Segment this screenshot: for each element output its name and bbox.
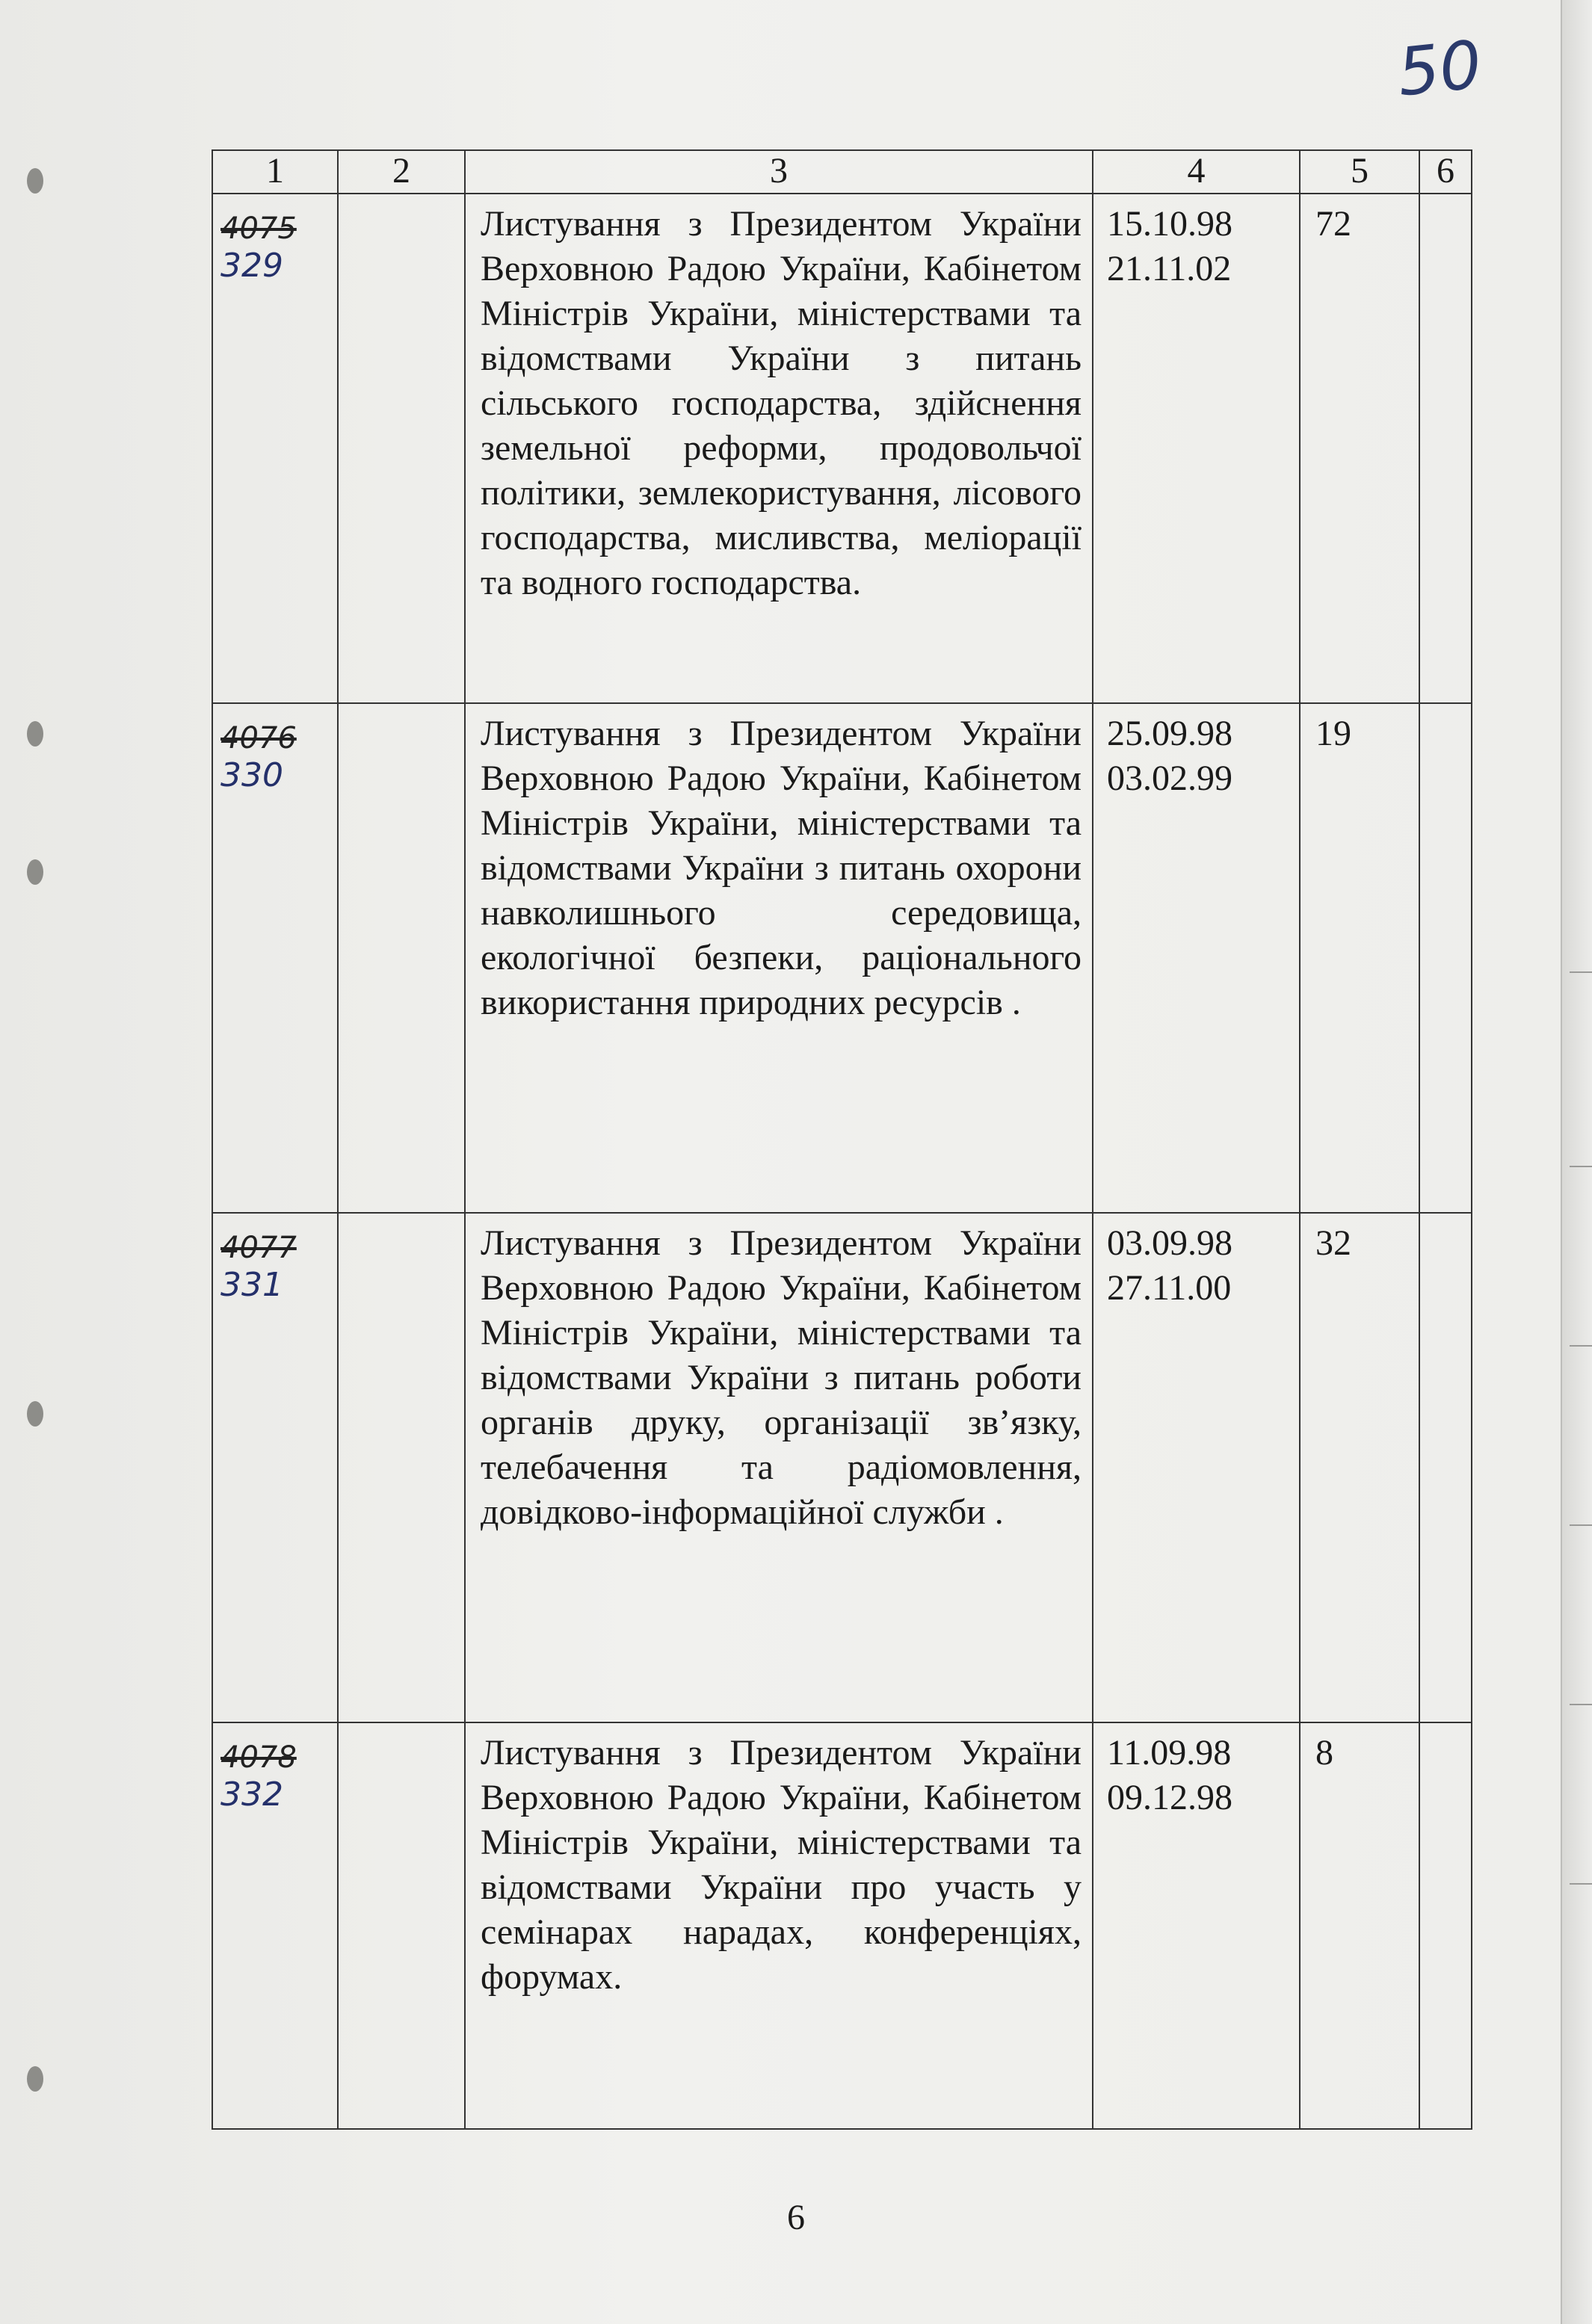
header-cell: 2 bbox=[338, 150, 465, 194]
end-date: 27.11.00 bbox=[1107, 1268, 1232, 1308]
sheet-count: 32 bbox=[1300, 1213, 1419, 1722]
end-date: 09.12.98 bbox=[1107, 1778, 1232, 1817]
start-date: 25.09.98 bbox=[1107, 714, 1232, 753]
punch-hole bbox=[27, 168, 43, 194]
punch-hole bbox=[27, 859, 43, 885]
punch-hole bbox=[27, 2066, 43, 2092]
start-date: 03.09.98 bbox=[1107, 1223, 1232, 1263]
case-title: Листування з Президентом України Верховною Радою України, Кабінетом Міністрів України, міністерствами та відомствами України про участь у семінарах нарадах, конференціях, форумах. bbox=[481, 1733, 1082, 1997]
notes-cell bbox=[1419, 1722, 1472, 2129]
register-table bbox=[212, 149, 1472, 2130]
table-row bbox=[212, 194, 1472, 703]
case-number-cell bbox=[212, 1722, 338, 2129]
case-title: Листування з Президентом України Верховною Радою України, Кабінетом Міністрів України, міністерствами та відомствами України з питань сільського господарства, здійснення земельної реформи, продовольчої політики, землекористування, лісового господарства, мисливства, меліорації та водного господарства. bbox=[481, 204, 1082, 602]
new-case-number: 331 bbox=[220, 1266, 283, 1304]
header-cell: 4 bbox=[1093, 150, 1300, 194]
table-row bbox=[212, 703, 1472, 1213]
index-cell bbox=[338, 1722, 465, 2129]
new-case-number: 329 bbox=[220, 247, 283, 285]
dates-cell bbox=[1093, 194, 1300, 703]
dates-cell bbox=[1093, 1213, 1300, 1722]
notes-cell bbox=[1419, 194, 1472, 703]
old-case-number: 4078 bbox=[220, 1740, 297, 1775]
end-date: 21.11.02 bbox=[1107, 249, 1232, 288]
edge-tick bbox=[1570, 1166, 1592, 1167]
dates-cell bbox=[1093, 703, 1300, 1213]
old-case-number: 4076 bbox=[220, 721, 297, 755]
title-cell bbox=[465, 703, 1093, 1213]
edge-tick bbox=[1570, 971, 1592, 973]
header-cell: 6 bbox=[1419, 150, 1472, 194]
page-number: 6 bbox=[787, 2198, 805, 2237]
punch-hole bbox=[27, 721, 43, 747]
notes-cell bbox=[1419, 703, 1472, 1213]
sheet-count: 8 bbox=[1300, 1722, 1419, 2129]
sheet-count: 72 bbox=[1300, 194, 1419, 703]
old-case-number: 4075 bbox=[220, 211, 297, 246]
case-number-cell bbox=[212, 194, 338, 703]
edge-tick bbox=[1570, 1345, 1592, 1347]
title-cell bbox=[465, 1722, 1093, 2129]
notes-cell bbox=[1419, 1213, 1472, 1722]
header-cell: 5 bbox=[1300, 150, 1419, 194]
header-cell: 1 bbox=[212, 150, 338, 194]
table-header-row bbox=[212, 150, 1472, 194]
new-case-number: 332 bbox=[220, 1776, 283, 1814]
index-cell bbox=[338, 703, 465, 1213]
table-row bbox=[212, 1213, 1472, 1722]
sheet-count: 19 bbox=[1300, 703, 1419, 1213]
index-cell bbox=[338, 194, 465, 703]
case-title: Листування з Президентом України Верховною Радою України, Кабінетом Міністрів України, міністерствами та відомствами України з питань охорони навколишнього середовища, екологічної безпеки, раціонального використання природних ресурсів . bbox=[481, 714, 1082, 1022]
edge-tick bbox=[1570, 1704, 1592, 1705]
table-row bbox=[212, 1722, 1472, 2129]
new-case-number: 330 bbox=[220, 756, 283, 794]
page-edge bbox=[1561, 0, 1592, 2324]
case-title: Листування з Президентом України Верховною Радою України, Кабінетом Міністрів України, міністерствами та відомствами України з питань роботи органів друку, організації зв’язку, телебачення та радіомовлення, довідково-інформаційної служби . bbox=[481, 1223, 1082, 1532]
case-number-cell bbox=[212, 703, 338, 1213]
punch-hole bbox=[27, 1401, 43, 1427]
old-case-number: 4077 bbox=[220, 1231, 297, 1265]
title-cell bbox=[465, 1213, 1093, 1722]
end-date: 03.02.99 bbox=[1107, 758, 1232, 798]
edge-tick bbox=[1570, 1883, 1592, 1885]
title-cell bbox=[465, 194, 1093, 703]
start-date: 11.09.98 bbox=[1107, 1733, 1232, 1773]
header-cell: 3 bbox=[465, 150, 1093, 194]
edge-tick bbox=[1570, 1524, 1592, 1526]
start-date: 15.10.98 bbox=[1107, 204, 1232, 244]
case-number-cell bbox=[212, 1213, 338, 1722]
index-cell bbox=[338, 1213, 465, 1722]
dates-cell bbox=[1093, 1722, 1300, 2129]
folio-number: 50 bbox=[1393, 25, 1486, 111]
